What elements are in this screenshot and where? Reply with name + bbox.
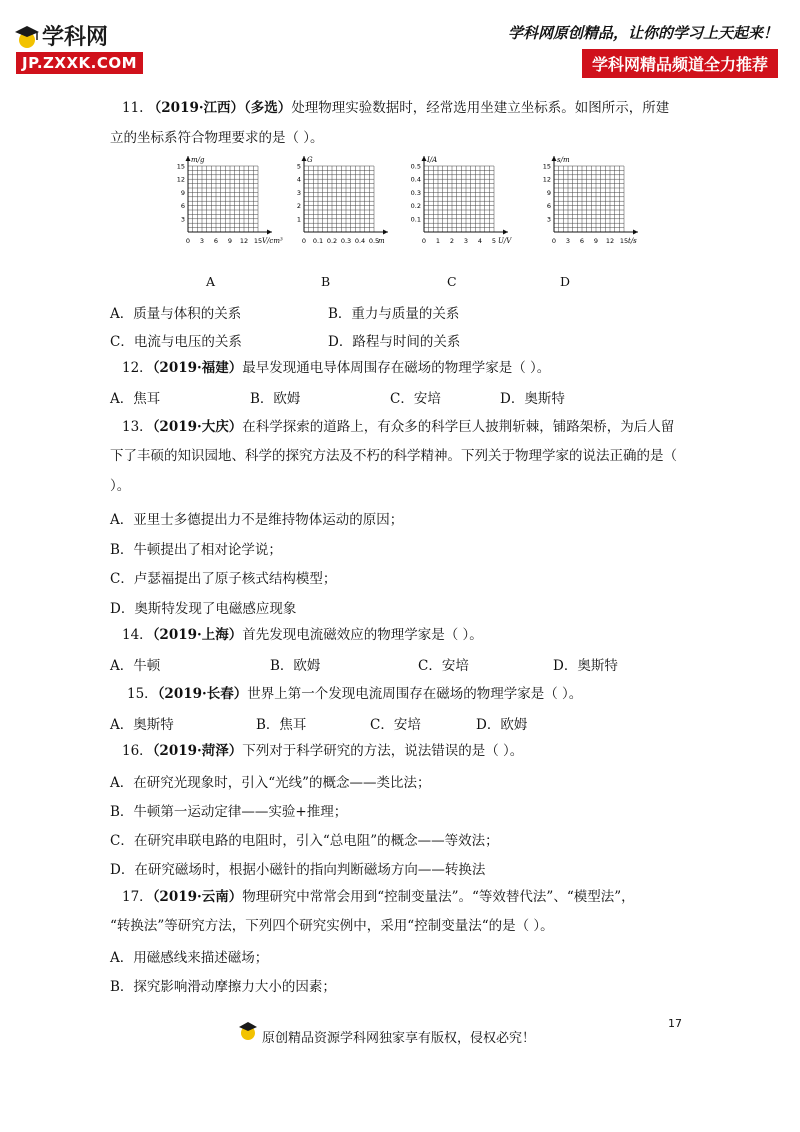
question-11-option-d: D．路程与时间的关系 [328, 334, 461, 350]
x-axis-label: U/V [498, 237, 512, 245]
x-tick-label: 1 [435, 237, 441, 245]
y-tick-label: 12 [176, 175, 185, 184]
y-tick-label: 3 [546, 215, 551, 224]
x-tick-label: 12 [605, 237, 615, 245]
y-tick-label: 1 [296, 215, 301, 224]
y-axis-label: G [307, 156, 313, 164]
question-16-option-d: D．在研究磁场时，根据小磁针的指向判断磁场方向——转换法 [110, 862, 486, 878]
page-number: 17 [668, 1017, 682, 1030]
question-11-option-c: C．电流与电压的关系 [110, 334, 242, 350]
y-axis-arrow [186, 156, 191, 161]
mascot-icon [238, 1021, 258, 1041]
x-tick-label: 6 [213, 237, 219, 245]
y-tick-label: 5 [296, 162, 301, 171]
x-tick-label: 0 [185, 237, 191, 245]
y-tick-label: 15 [542, 162, 551, 171]
question-14-option-c: C．安培 [418, 658, 469, 674]
x-axis-label: m [378, 237, 385, 245]
channel-banner: 学科网精品频道全力推荐 [582, 49, 778, 78]
x-tick-label: 0 [301, 237, 307, 245]
question-17-line2: “转换法”等研究方法，下列四个研究实例中，采用“控制变量法“的是（ ）。 [110, 918, 554, 934]
x-tick-label: 3 [565, 237, 571, 245]
question-14: 14．（2019·上海）首先发现电流磁效应的物理学家是（ ）。 [122, 627, 483, 643]
question-13-option-d: D．奥斯特发现了电磁感应现象 [110, 601, 297, 617]
graph-b-label: B [321, 274, 331, 289]
x-axis-label: V/cm³ [262, 237, 283, 245]
question-14-option-d: D．奥斯特 [553, 658, 618, 674]
graph-grid [188, 166, 258, 232]
question-16-option-b: B．牛顿第一运动定律——实验+推理； [110, 804, 348, 820]
question-12: 12．（2019·福建）最早发现通电导体周围存在磁场的物理学家是（ ）。 [122, 360, 551, 376]
x-tick-label: 0.1 [312, 237, 324, 245]
y-tick-label: 6 [180, 202, 185, 211]
y-tick-label: 4 [296, 175, 301, 184]
y-tick-label: 0.3 [410, 188, 421, 197]
y-tick-label: 3 [180, 215, 185, 224]
y-tick-label: 6 [546, 202, 551, 211]
x-tick-label: 12 [239, 237, 249, 245]
y-axis-label: m/g [191, 156, 205, 164]
question-11-line2: 立的坐标系符合物理要求的是（ ）。 [110, 130, 324, 146]
x-tick-label: 3 [199, 237, 205, 245]
y-axis-arrow [302, 156, 307, 161]
question-13-line3: ）。 [110, 478, 131, 494]
x-axis-arrow [633, 230, 638, 235]
y-axis-label: I/A [427, 156, 438, 164]
x-axis-label: t/s [628, 237, 637, 245]
question-15-option-a: A．奥斯特 [110, 717, 174, 733]
question-15-option-d: D．欧姆 [476, 717, 528, 733]
x-axis-arrow [267, 230, 272, 235]
x-tick-label: 4 [477, 237, 483, 245]
y-tick-label: 0.2 [410, 202, 421, 211]
y-tick-label: 0.4 [410, 175, 421, 184]
y-tick-label: 0.5 [410, 162, 421, 171]
x-tick-label: 0.4 [354, 237, 366, 245]
question-13-option-a: A．亚里士多德提出力不是维持物体运动的原因； [110, 512, 404, 528]
question-12-option-c: C．安培 [390, 391, 441, 407]
y-axis-arrow [552, 156, 557, 161]
question-16-option-c: C．在研究串联电路的电阻时，引入“总电阻”的概念——等效法； [110, 833, 499, 849]
site-logo-url[interactable]: JP.ZXXK.COM [16, 52, 143, 74]
graph-d [534, 152, 654, 248]
x-tick-label: 15 [253, 237, 263, 245]
graph-c [404, 152, 524, 248]
header-slogan: 学科网原创精品，让你的学习上天起来！ [507, 24, 778, 42]
x-tick-label: 6 [579, 237, 585, 245]
graph-grid [554, 166, 624, 232]
question-12-option-b: B．欧姆 [250, 391, 301, 407]
y-tick-label: 12 [542, 175, 551, 184]
y-tick-label: 3 [296, 188, 301, 197]
question-11-option-a: A．质量与体积的关系 [110, 306, 242, 322]
y-tick-label: 15 [176, 162, 185, 171]
question-11-line1: 11. （2019·江西）（多选）处理物理实验数据时，经常选用坐建立坐标系。如图所示，所建 [122, 100, 670, 116]
question-15-option-b: B．焦耳 [256, 717, 307, 733]
x-tick-label: 0.2 [326, 237, 338, 245]
graph-d-label: D [560, 274, 571, 289]
question-16: 16．（2019·菏泽）下列对于科学研究的方法，说法错误的是（ ）。 [122, 743, 524, 759]
question-16-option-a: A．在研究光现象时，引入“光线”的概念——类比法； [110, 775, 431, 791]
question-14-option-a: A．牛顿 [110, 658, 161, 674]
graph-b [284, 152, 404, 248]
question-13-line2: 下了丰硕的知识园地、科学的探究方法及不朽的科学精神。下列关于物理学家的说法正确的是（ [110, 448, 677, 464]
question-13-option-b: B．牛顿提出了相对论学说； [110, 542, 282, 558]
question-17-option-a: A．用磁感线来描述磁场； [110, 950, 269, 966]
question-11-source: （2019·江西）（多选） [147, 100, 292, 116]
x-tick-label: 2 [449, 237, 455, 245]
question-17-option-b: B．探究影响滑动摩擦力大小的因素； [110, 979, 336, 995]
question-13-option-c: C．卢瑟福提出了原子核式结构模型； [110, 571, 337, 587]
copyright-notice: 原创精品资源学科网独家享有版权，侵权必究！ [262, 1031, 536, 1046]
y-tick-label: 9 [180, 188, 185, 197]
question-15: 15．（2019·长春）世界上第一个发现电流周围存在磁场的物理学家是（ ）。 [127, 686, 583, 702]
y-axis-arrow [422, 156, 427, 161]
question-13-line1: 13．（2019·大庆）在科学探索的道路上，有众多的科学巨人披荆斩棘，铺路架桥，为后人留 [122, 419, 675, 435]
x-tick-label: 0 [421, 237, 427, 245]
x-tick-label: 0.5 [368, 237, 380, 245]
y-tick-label: 9 [546, 188, 551, 197]
graduation-cap-icon [14, 24, 40, 50]
x-axis-arrow [383, 230, 388, 235]
y-axis-label: s/m [557, 156, 570, 164]
y-tick-label: 2 [296, 202, 301, 211]
x-tick-label: 15 [619, 237, 629, 245]
graph-grid [304, 166, 374, 232]
graph-a [168, 152, 288, 248]
x-tick-label: 0 [551, 237, 557, 245]
question-12-option-a: A．焦耳 [110, 391, 161, 407]
question-15-option-c: C．安培 [370, 717, 421, 733]
graph-grid [424, 166, 494, 232]
x-tick-label: 3 [463, 237, 469, 245]
x-tick-label: 5 [491, 237, 497, 245]
question-11-option-b: B．重力与质量的关系 [328, 306, 460, 322]
x-tick-label: 9 [227, 237, 233, 245]
x-tick-label: 0.3 [340, 237, 352, 245]
graph-a-label: A [206, 274, 216, 289]
x-axis-arrow [503, 230, 508, 235]
question-14-option-b: B．欧姆 [270, 658, 321, 674]
site-logo-text: 学科网 [42, 25, 109, 50]
x-tick-label: 9 [593, 237, 599, 245]
question-12-option-d: D．奥斯特 [500, 391, 565, 407]
question-17-line1: 17．（2019·云南）物理研究中常常会用到“控制变量法”。“等效替代法”、“模型法”， [122, 889, 635, 905]
y-tick-label: 0.1 [410, 215, 421, 224]
graph-c-label: C [447, 274, 457, 289]
